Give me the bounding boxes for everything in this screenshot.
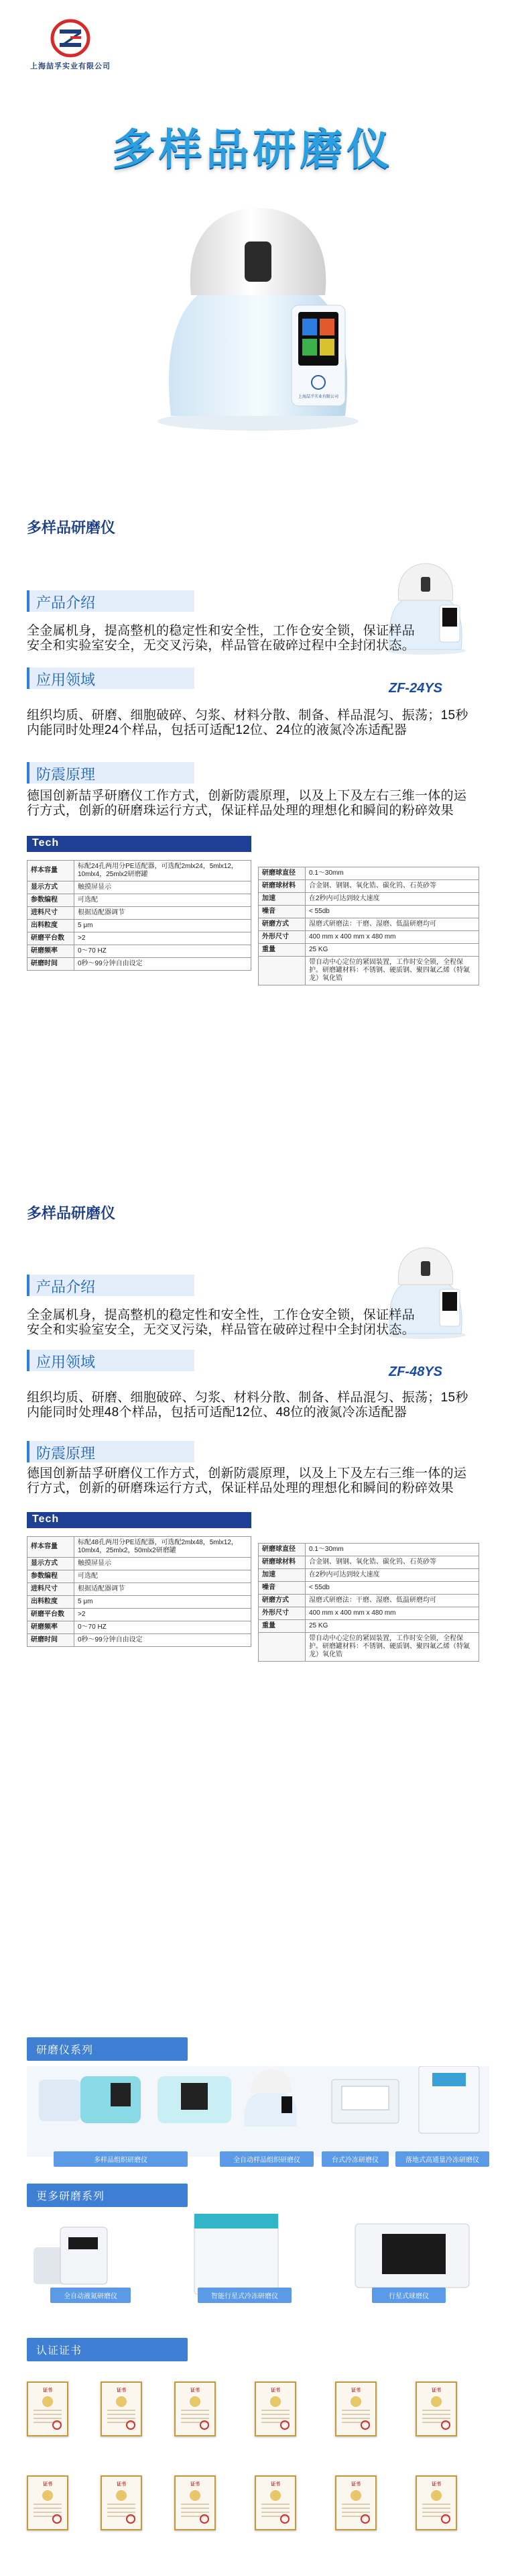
seal-icon [361,2514,370,2524]
certificate-title: 证书 [271,2482,280,2487]
spec-value: 0秒～99分钟自由设定 [74,1634,251,1647]
product2-intro-text: 全金属机身，提高整机的稳定性和安全性，工作仓安全锁，保证样品安全和实验室安全，无交叉污染，样品管在破碎过程中全封闭状态。 [27,1308,416,1337]
spec-value: 400 mm x 400 mm x 480 mm [306,1607,479,1620]
seal-icon [200,2514,209,2524]
spec-value: 在2秒内可达到较大速度 [306,893,479,906]
spec-key: 外形尺寸 [259,931,306,944]
spec-key: 研磨方式 [259,1595,306,1607]
seal-icon [126,2420,135,2430]
text-line [261,2418,290,2419]
text-line [422,2418,450,2419]
spec-value: 带自动中心定位的紧固装置，工作时安全锁，全程保护。研磨罐材料：不锈钢、硬质钢、聚四氟乙烯（特氟龙）氧化锆 [306,957,479,985]
text-line [34,2504,62,2505]
crest-icon [42,2396,53,2407]
spec-key: 研磨时间 [27,1634,74,1647]
product1-spec-table-left [27,860,251,971]
spec-row [259,1569,479,1582]
series-item-1: 多样品组织研磨仪 [54,2151,188,2167]
text-line [342,2418,370,2419]
text-line [107,2504,135,2505]
spec-row [259,1607,479,1620]
certificate-card [255,2381,296,2436]
certificate-card [174,2381,216,2436]
spec-key: 出料粒度 [27,1596,74,1609]
product2-tech-label: Tech [27,1512,251,1528]
certificate-card [416,2381,457,2436]
spec-row [259,1633,479,1662]
spec-key: 重量 [259,1620,306,1633]
spec-value: < 55db [306,1582,479,1595]
certificate-title: 证书 [190,2482,200,2487]
text-line [107,2410,135,2411]
spec-row [259,906,479,918]
spec-row [259,1620,479,1633]
seal-icon [280,2514,290,2524]
spec-row [27,907,251,920]
series-gallery [27,2066,489,2157]
spec-key: 研磨频率 [27,945,74,958]
certificate-title: 证书 [351,2482,361,2487]
more-item-3: 行星式球磨仪 [372,2288,446,2303]
spec-value: 400 mm x 400 mm x 480 mm [306,931,479,944]
text-line [342,2504,370,2505]
spec-row [27,1558,251,1570]
certificate-card [335,2475,377,2530]
seal-icon [52,2420,62,2430]
spec-key: 进料尺寸 [27,907,74,920]
text-line [181,2418,209,2419]
more-item-2: 智能行星式冷冻研磨仪 [198,2288,292,2303]
product2-app-label: 应用领域 [27,1350,194,1371]
spec-key: 研磨球直径 [259,867,306,880]
product1-heading: 多样品研磨仪 [27,519,116,536]
crest-icon [270,2396,281,2407]
spec-key: 研磨方式 [259,918,306,931]
text-line [181,2512,209,2513]
spec-key: 显示方式 [27,881,74,894]
crest-icon [116,2490,127,2501]
spec-key: 研磨平台数 [27,932,74,945]
spec-row [259,1544,479,1556]
product1-intro-text: 全金属机身，提高整机的稳定性和安全性，工作仓安全锁，保证样品安全和实验室安全，无交叉污染，样品管在破碎过程中全封闭状态。 [27,624,416,653]
spec-value: 标配24孔两用分PE适配器，可选配2mlx24，5mlx12，10mlx4，25mlx2研磨罐 [74,861,251,881]
certificate-title: 证书 [117,2388,126,2393]
product1-intro-label: 产品介绍 [27,590,194,612]
spec-value: >2 [74,1609,251,1621]
company-logo [50,19,90,58]
product1-app-label: 应用领域 [27,667,194,689]
certificate-title: 证书 [432,2482,441,2487]
spec-key [259,1633,306,1662]
crest-icon [351,2396,361,2407]
spec-row [27,881,251,894]
spec-row [27,894,251,907]
spec-value: 合金钢、钢钢、氧化锆、碳化钨、石英砂等 [306,880,479,893]
spec-key: 参数编程 [27,1570,74,1583]
spec-value: 触摸屏显示 [74,881,251,894]
spec-value: 0.1～30mm [306,1544,479,1556]
spec-key: 外形尺寸 [259,1607,306,1620]
spec-row [259,931,479,944]
hero-title: 多样品研磨仪 [112,125,394,174]
spec-row [27,958,251,971]
spec-value: 0～70 HZ [74,945,251,958]
text-line [342,2410,370,2411]
text-line [261,2414,290,2415]
spec-row [259,944,479,957]
hero-device-image [137,195,379,436]
spec-row [27,1634,251,1647]
spec-row [27,1596,251,1609]
spec-value: 带自动中心定位的紧固装置，工作时安全锁，全程保护。研磨罐材料：不锈钢、硬质钢、聚四氟乙烯（特氟龙）氧化锆 [306,1633,479,1662]
text-line [181,2508,209,2509]
product2-app-text: 组织均质、研磨、细胞破碎、匀浆、材料分散、制备、样品混匀、振荡；15秒内能同时处理48个样品，包括可适配12位、48位的液氮冷冻适配器 [27,1391,468,1419]
spec-value: 根据适配器调节 [74,907,251,920]
product2-intro-label: 产品介绍 [27,1275,194,1296]
text-line [261,2410,290,2411]
certificate-card [174,2475,216,2530]
spec-key: 加速 [259,893,306,906]
spec-row [259,957,479,985]
spec-key: 加速 [259,1569,306,1582]
spec-row [27,1621,251,1634]
series-item-3: 台式冷冻研磨仪 [322,2151,389,2167]
certificate-card [416,2475,457,2530]
text-line [181,2504,209,2505]
text-line [34,2410,62,2411]
spec-value: 25 KG [306,944,479,957]
certificate-card [101,2381,142,2436]
product2-principle-text: 德国创新喆孚研磨仪工作方式，创新防震原理，以及上下及左右三维一体的运行方式，创新的研磨珠运行方式，保证样品处理的理想化和瞬间的粉碎效果 [27,1466,467,1495]
spec-value: 标配48孔两用分PE适配器，可选配2mlx48，5mlx12，10mlx4，25mlx2，50mlx2研磨罐 [74,1537,251,1558]
spec-key: 研磨时间 [27,958,74,971]
device-label: 上海喆孚实业有限公司 [298,395,339,399]
spec-row [259,867,479,880]
spec-key: 显示方式 [27,1558,74,1570]
text-line [261,2508,290,2509]
text-line [422,2512,450,2513]
certificate-title: 证书 [43,2482,52,2487]
more-label: 更多研磨系列 [27,2184,188,2207]
spec-key: 样本容量 [27,861,74,881]
spec-value: 0～70 HZ [74,1621,251,1634]
series-item-4: 落地式高通量冷冻研磨仪 [395,2151,489,2167]
spec-value: 0.1～30mm [306,867,479,880]
certificate-title: 证书 [43,2388,52,2393]
spec-value: 可选配 [74,1570,251,1583]
spec-row [27,945,251,958]
spec-key: 重量 [259,944,306,957]
spec-key: 研磨球材料 [259,1556,306,1569]
spec-value: < 55db [306,906,479,918]
spec-key: 参数编程 [27,894,74,907]
spec-row [27,932,251,945]
product2-spec-table-right [258,1543,479,1662]
more-item-1: 全自动液氮研磨仪 [50,2288,131,2303]
text-line [422,2504,450,2505]
text-line [107,2418,135,2419]
product1-principle-label: 防震原理 [27,762,194,784]
seal-icon [200,2420,209,2430]
text-line [181,2410,209,2411]
spec-value: 25 KG [306,1620,479,1633]
series-label: 研磨仪系列 [27,2037,188,2061]
spec-key: 出料粒度 [27,920,74,932]
certificate-card [101,2475,142,2530]
spec-row [27,1583,251,1596]
text-line [422,2410,450,2411]
spec-row [259,880,479,893]
certificate-card [255,2475,296,2530]
product2-model: ZF-48YS [389,1364,443,1379]
text-line [422,2508,450,2509]
text-line [107,2414,135,2415]
text-line [107,2508,135,2509]
spec-value: 湿磨式研磨法：干磨、湿磨、低温研磨均可 [306,918,479,931]
spec-value: 0秒～99分钟自由设定 [74,958,251,971]
seal-icon [52,2514,62,2524]
spec-key: 研磨球直径 [259,1544,306,1556]
text-line [34,2414,62,2415]
spec-key: 研磨平台数 [27,1609,74,1621]
text-line [261,2512,290,2513]
spec-value: 湿磨式研磨法：干磨、湿磨、低温研磨均可 [306,1595,479,1607]
spec-value: 根据适配器调节 [74,1583,251,1596]
text-line [181,2414,209,2415]
spec-row [259,1595,479,1607]
spec-key [259,957,306,985]
crest-icon [190,2490,200,2501]
company-name: 上海喆孚实业有限公司 [30,62,111,70]
seal-icon [441,2420,450,2430]
spec-value: >2 [74,932,251,945]
certificate-card [27,2381,68,2436]
product2-spec-table-left [27,1536,251,1647]
crest-icon [190,2396,200,2407]
text-line [34,2418,62,2419]
spec-value: 可选配 [74,894,251,907]
text-line [342,2512,370,2513]
seal-icon [441,2514,450,2524]
text-line [422,2414,450,2415]
spec-row [27,1570,251,1583]
certs-label: 认证证书 [27,2338,188,2361]
brand-block [27,19,114,71]
spec-key: 研磨频率 [27,1621,74,1634]
spec-key: 样本容量 [27,1537,74,1558]
product1-app-text: 组织均质、研磨、细胞破碎、匀浆、材料分散、制备、样品混匀、振荡；15秒内能同时处理24个样品，包括可适配12位、24位的液氮冷冻适配器 [27,708,468,737]
certificate-title: 证书 [117,2482,126,2487]
certificate-card [335,2381,377,2436]
crest-icon [42,2490,53,2501]
spec-key: 研磨球材料 [259,880,306,893]
product1-model: ZF-24YS [389,681,443,696]
spec-value: 在2秒内可达到较大速度 [306,1569,479,1582]
spec-row [259,1582,479,1595]
text-line [342,2414,370,2415]
spec-key: 噪音 [259,1582,306,1595]
series-item-2: 全自动样品组织研磨仪 [220,2151,314,2167]
product2-principle-label: 防震原理 [27,1441,194,1462]
text-line [107,2512,135,2513]
text-line [34,2512,62,2513]
seal-icon [126,2514,135,2524]
product1-spec-table-right [258,867,479,985]
crest-icon [431,2490,442,2501]
crest-icon [351,2490,361,2501]
crest-icon [431,2396,442,2407]
product1-tech-label: Tech [27,836,251,852]
spec-row [259,1556,479,1569]
spec-row [259,918,479,931]
spec-value: 触摸屏显示 [74,1558,251,1570]
seal-icon [361,2420,370,2430]
product1-principle-text: 德国创新喆孚研磨仪工作方式，创新防震原理，以及上下及左右三维一体的运行方式，创新的研磨珠运行方式，保证样品处理的理想化和瞬间的粉碎效果 [27,789,467,818]
product2-heading: 多样品研磨仪 [27,1205,116,1222]
spec-row [259,893,479,906]
text-line [342,2508,370,2509]
spec-row [27,1609,251,1621]
spec-key: 噪音 [259,906,306,918]
certificate-title: 证书 [271,2388,280,2393]
text-line [261,2504,290,2505]
certificate-title: 证书 [432,2388,441,2393]
certificate-title: 证书 [351,2388,361,2393]
spec-row [27,861,251,881]
spec-value: 合金钢、钢钢、氧化锆、碳化钨、石英砂等 [306,1556,479,1569]
certificate-title: 证书 [190,2388,200,2393]
spec-key: 进料尺寸 [27,1583,74,1596]
spec-value: 5 μm [74,1596,251,1609]
spec-row [27,920,251,932]
certificate-card [27,2475,68,2530]
crest-icon [270,2490,281,2501]
spec-row [27,1537,251,1558]
crest-icon [116,2396,127,2407]
spec-value: 5 μm [74,920,251,932]
text-line [34,2508,62,2509]
seal-icon [280,2420,290,2430]
